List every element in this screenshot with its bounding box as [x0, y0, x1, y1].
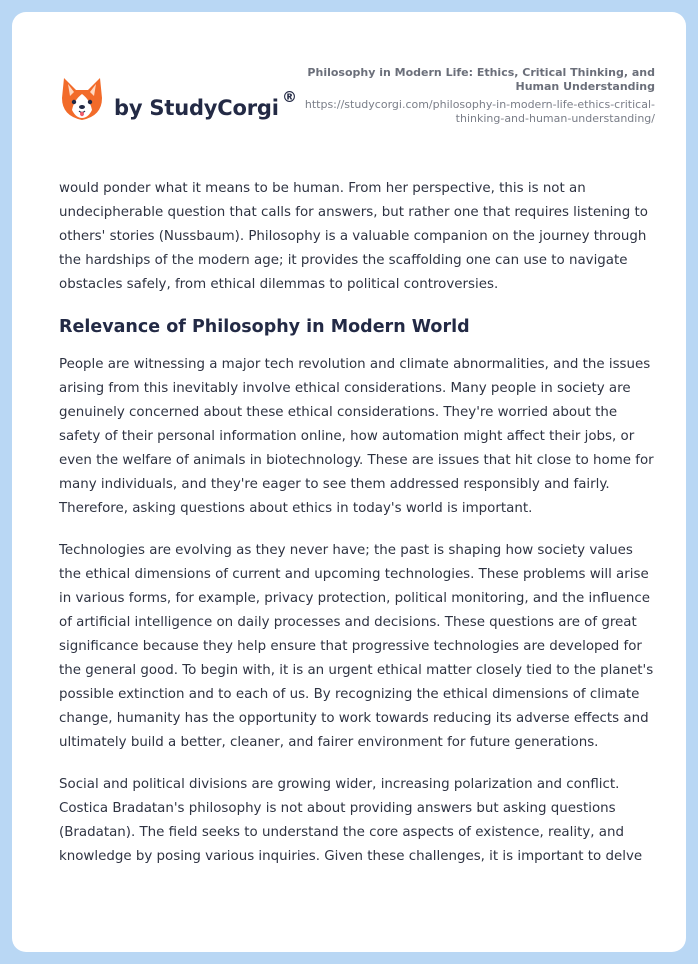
document-meta: [295, 66, 655, 126]
document-url-link[interactable]: https://studycorgi.com/philosophy-in-modern-life-ethics-critical-thinking-and-human-understanding/: [304, 98, 655, 125]
studycorgi-logo[interactable]: [60, 76, 310, 132]
brand-name: by StudyCorgi: [114, 96, 279, 120]
body-paragraph: People are witnessing a major tech revolution and climate abnormalities, and the issues arising from this inevitably involve ethical considerations. Many people in society are genuinely concerned about these ethical considerations. They're worried about the safety of their personal information online, how automation might affect their jobs, or even the welfare of animals in biotechnology. These are issues that hit close to home for many individuals, and they're eager to see them addressed responsibly and fairly. Therefore, asking questions about ethics in today's world is important.: [59, 357, 654, 516]
body-paragraph: Technologies are evolving as they never have; the past is shaping how society values the ethical dimensions of current and upcoming technologies. These problems will arise in various forms, for example, privacy protection, political monitoring, and the influence of artificial intelligence on daily processes and decisions. These questions are of great significance because they help ensure that progressive technologies are developed for the general good. To begin with, it is an urgent ethical matter closely tied to the planet's possible extinction and to each of us. By recognizing the ethical dimensions of climate change, humanity has the opportunity to work towards reducing its adverse effects and ultimately build a better, cleaner, and fairer environment for future generations.: [59, 543, 654, 750]
registered-mark: ®: [282, 88, 297, 106]
article-body: [59, 177, 659, 869]
document-title: Philosophy in Modern Life: Ethics, Critical Thinking, and Human Understanding: [307, 66, 655, 93]
section-heading: Relevance of Philosophy in Modern World: [59, 317, 470, 337]
document-page: [12, 12, 686, 952]
body-paragraph: Social and political divisions are growing wider, increasing polarization and conflict. Costica Bradatan's philosophy is not about providing answers but asking questions (Bradatan). The field seeks to understand the core aspects of existence, reality, and knowledge by posing various inquiries. Given these challenges, it is important to delve: [59, 777, 643, 864]
page-header: [12, 12, 686, 162]
intro-paragraph: would ponder what it means to be human. From her perspective, this is not an undecipherable question that calls for answers, but rather one that requires listening to others' stories (Nussbaum). Philosophy is a valuable companion on the journey through the hardships of the modern age; it provides the scaffolding one can use to navigate obstacles safely, from ethical dilemmas to political controversies.: [59, 181, 648, 292]
corgi-icon: [60, 76, 104, 124]
